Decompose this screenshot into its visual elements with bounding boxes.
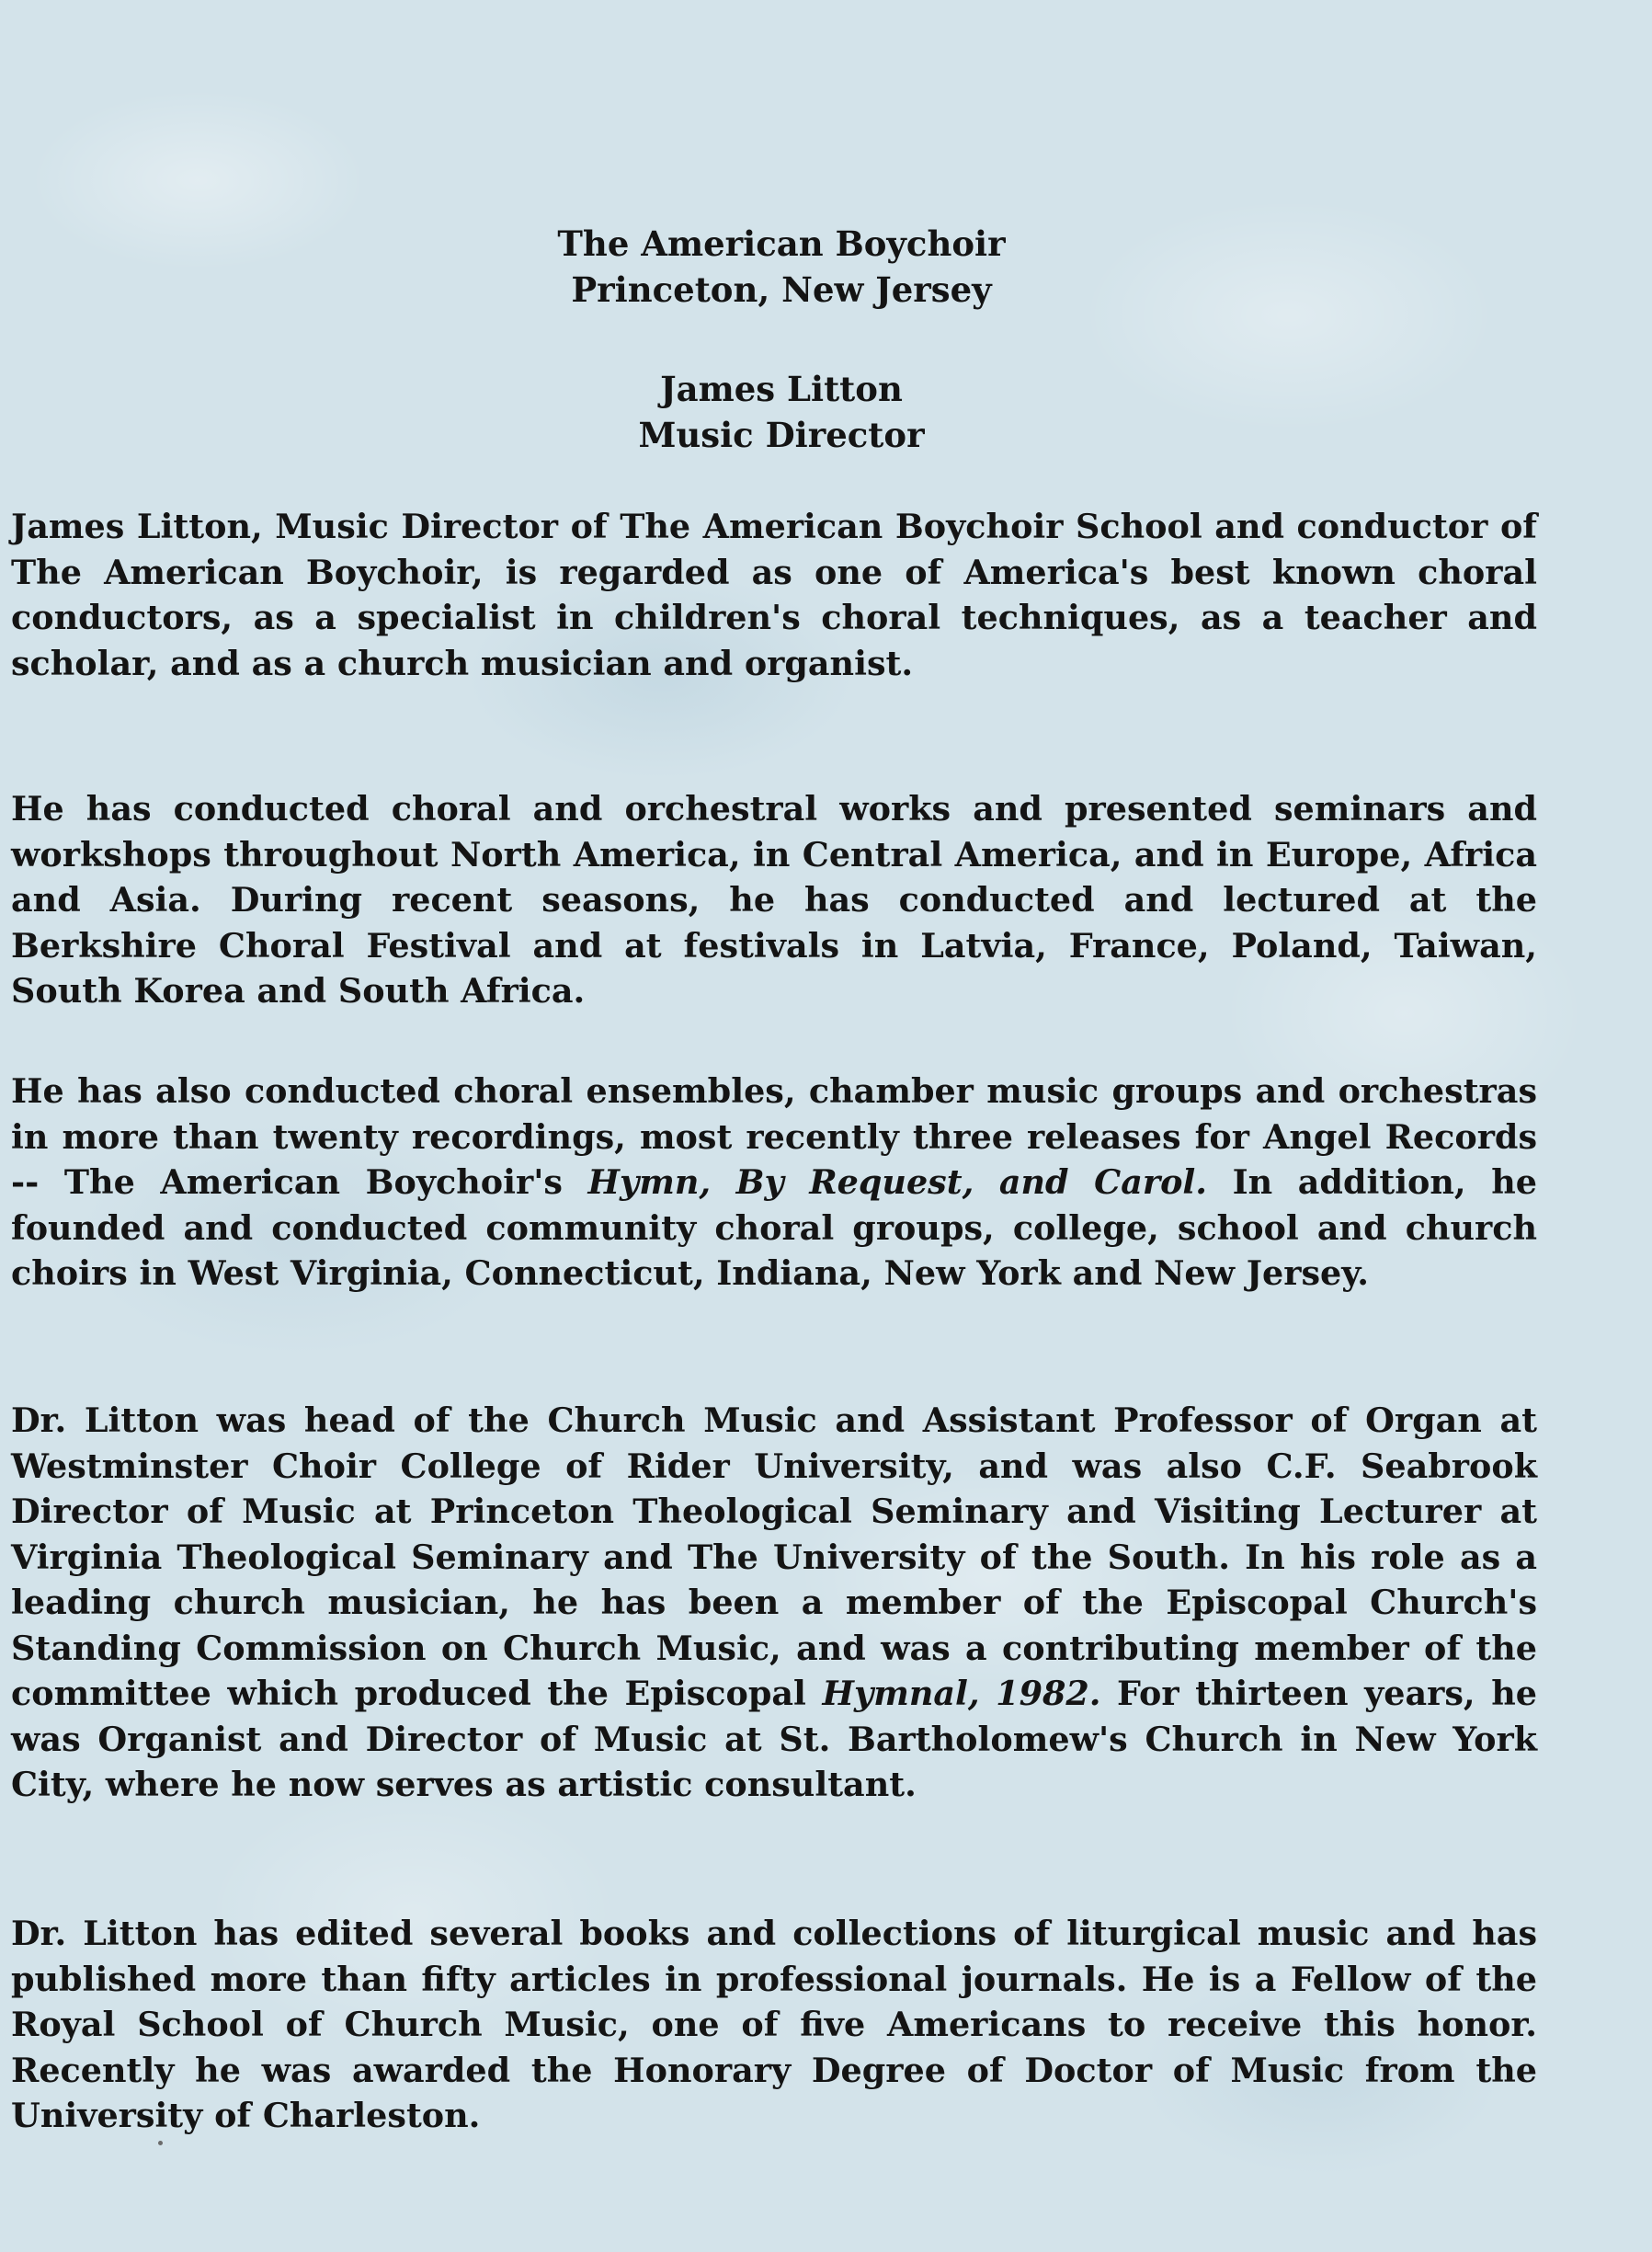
paragraph-seminars: He has conducted choral and orchestral works and presented seminars and workshops throughout North America, in Central America, and in Europe, Africa and Asia. During recent seasons, he has conducted and lectured at the Berkshire Choral Festival and at festivals in Latvia, France, Poland, Taiwan, South Korea and South Africa. (11, 789, 1537, 1011)
organization-location: Princeton, New Jersey (571, 269, 992, 310)
paragraph-intro: James Litton, Music Director of The American Boychoir School and conductor of The American Boychoir, is regarded as one of America's best known choral conductors, as a specialist in children's choral techniques, as a teacher and scholar, and as a church musician and organist. (11, 507, 1537, 683)
paragraph-publications: Dr. Litton has edited several books and collections of liturgical music and has published more than fifty articles in professional journals. He is a Fellow of the Royal School of Church Music, one of five Americans to receive this honor. Recently he was awarded the Honorary Degree of Doctor of Music from the University of Charleston. (11, 1914, 1537, 2135)
recordings-album-titles: Hymn, By Request, and Carol. (587, 1162, 1207, 1202)
career-text-a: Dr. Litton was head of the Church Music and Assistant Professor of Organ at Westminster Choir College of Rider University, and was also C.F. Seabrook Director of Music at Princeton Theological Seminary and Visiting Lecturer at Virginia Theological Seminary and The University of the South. In his role as a leading church musician, he has been a member of the Episcopal Church's Standing Commission on Church Music, and was a contributing member of the committee which produced the Episcopal (11, 1400, 1537, 1713)
recordings-text-b: In addition, he founded and conducted community choral groups, college, school and church choirs in West Virginia, Connecticut, Indiana, New York and New Jersey. (11, 1162, 1537, 1293)
paragraph-recordings (11, 1069, 1537, 1297)
header-organization (0, 221, 1563, 313)
organization-name: The American Boychoir (557, 223, 1006, 264)
header-person (0, 366, 1563, 458)
career-text-b: For thirteen years, he was Organist and Director of Music at St. Bartholomew's Church in New York City, where he now serves as artistic consultant. (11, 1674, 1537, 1804)
person-name: James Litton (660, 369, 903, 409)
paragraph-career (11, 1398, 1537, 1808)
paper-speck (158, 2141, 163, 2145)
recordings-text-a: He has also conducted choral ensembles, chamber music groups and orchestras in more than twenty recordings, most recently three releases for Angel Records -- The American Boychoir's (11, 1071, 1537, 1202)
person-title: Music Director (638, 415, 925, 455)
career-hymnal-title: Hymnal, 1982. (822, 1674, 1101, 1713)
